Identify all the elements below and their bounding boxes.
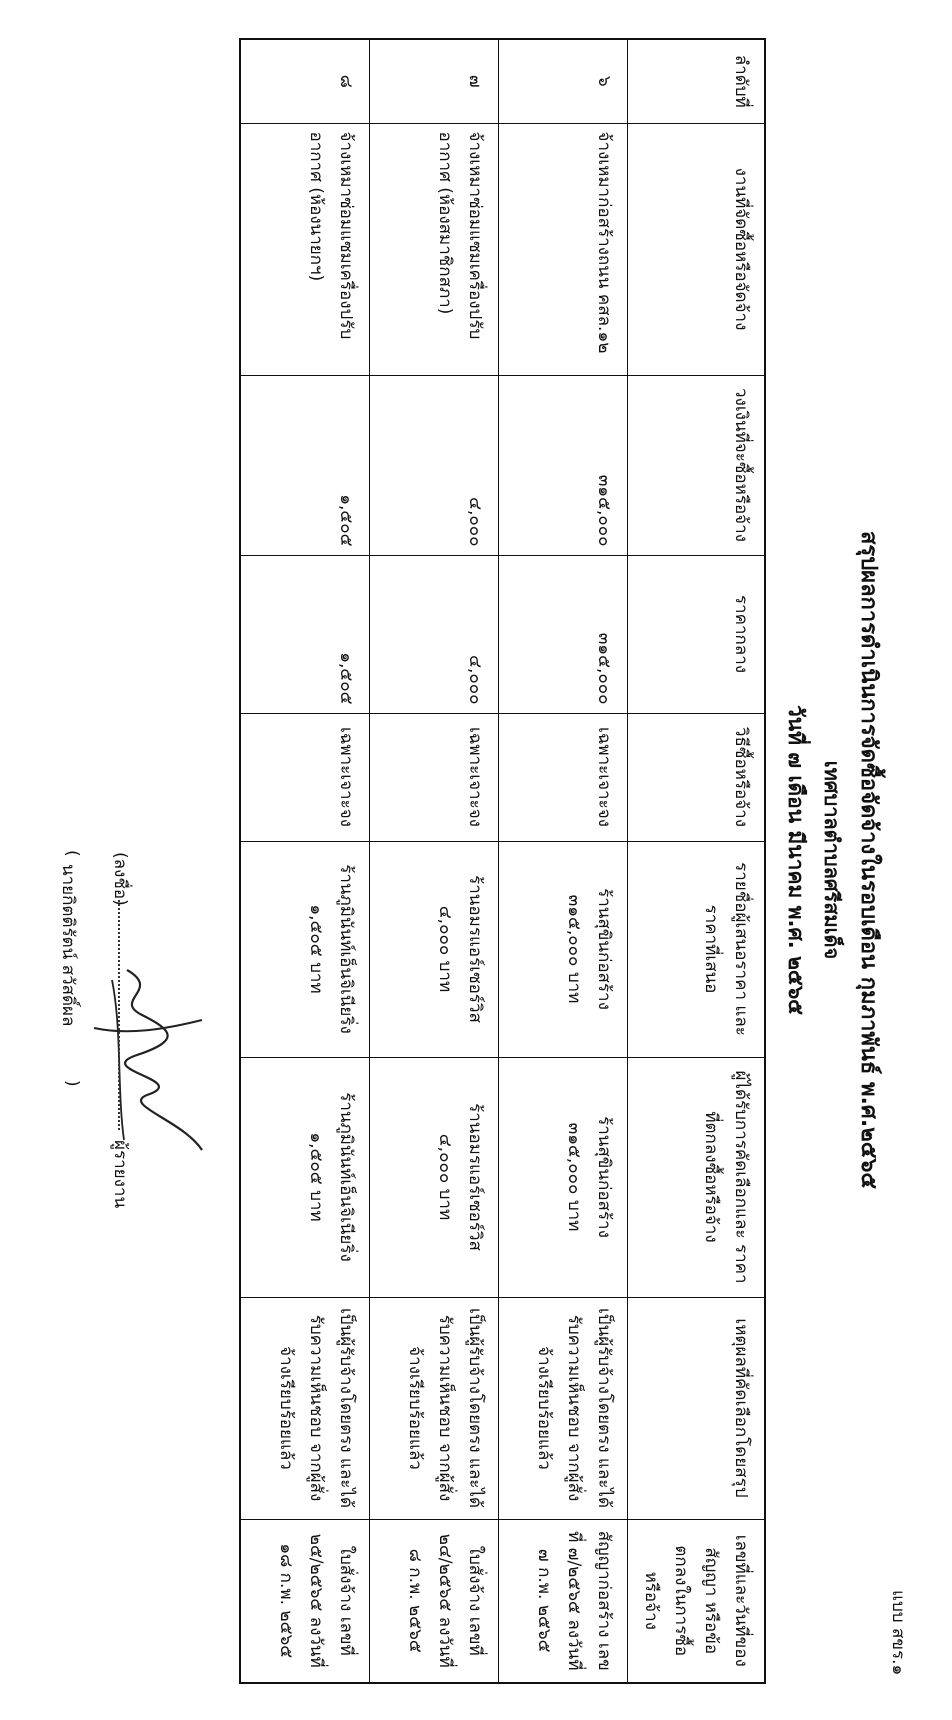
bidder-name: ร้านอมรแอร์เซอร์วิส — [465, 875, 485, 1023]
form-code: แบบ สขร.๑ — [888, 1590, 908, 1676]
table-row — [499, 39, 628, 1683]
document-title: สรุปผลการดำเนินการจัดซื้อจัดจ้างในรอบเดือน กุมภาพันธ์ พ.ศ.๒๕๖๕ — [856, 530, 881, 1190]
row-budget: ๑,๕๐๕ — [240, 375, 370, 555]
row-budget: ๔,๐๐๐ — [370, 375, 499, 555]
winner-name: ร้านสุขินก่อสร้าง — [594, 1116, 614, 1238]
signature-dotted-line — [118, 900, 120, 1130]
bidder-price: ๔,๐๐๐ บาท — [435, 905, 455, 993]
bidder-name: ร้านภูมินันท์เอ็นจิเนียริ่ง — [336, 864, 356, 1034]
table-row — [370, 39, 499, 1683]
row-contract: ใบสั่งจ้าง เลขที่ ๒๔/๒๕๖๕ ลงวันที่ ๘ ก.พ. ๒๕๖๕ — [370, 1519, 499, 1683]
row-median-price: ๔,๐๐๐ — [370, 555, 499, 713]
winner-price: ๑,๕๐๕ บาท — [306, 1132, 326, 1222]
row-reason: เป็นผู้รับจ้างโดยตรง และได้รับความเห็นชอบ จากผู้สั่งจ้างเรียบร้อยแล้ว — [499, 1297, 628, 1519]
winner-name: ร้านภูมินันท์เอ็นจิเนียริ่ง — [336, 1092, 356, 1262]
winner-price: ๔,๐๐๐ บาท — [435, 1133, 455, 1221]
row-winner — [240, 1057, 370, 1297]
row-median-price: ๑,๕๐๕ — [240, 555, 370, 713]
bidder-price: ๑,๕๐๕ บาท — [306, 904, 326, 994]
title-block — [778, 0, 886, 1720]
handwritten-signature — [92, 960, 222, 1160]
row-no: ๘ — [240, 39, 370, 123]
row-contract: ใบสั่งจ้าง เลขที่ ๒๕/๒๕๖๕ ลงวันที่ ๑๘ ก.พ. ๒๕๖๕ — [240, 1519, 370, 1683]
header-median-price: ราคากลาง — [628, 555, 766, 713]
header-method: วิธีซื้อหรือจ้าง — [628, 713, 766, 841]
header-item: งานที่จัดซื้อหรือจัดจ้าง — [628, 123, 766, 375]
row-winner — [370, 1057, 499, 1297]
winner-price: ๓๑๕,๐๐๐ บาท — [564, 1122, 584, 1232]
row-contract: สัญญาก่อสร้าง เลขที่ ๗/๒๕๖๕ ลงวันที่ ๗ ก.พ. ๒๕๖๕ — [499, 1519, 628, 1683]
row-bidders — [370, 841, 499, 1057]
row-budget: ๓๑๕,๐๐๐ — [499, 375, 628, 555]
row-method: เฉพาะเจาะจง — [240, 713, 370, 841]
row-method: เฉพาะเจาะจง — [499, 713, 628, 841]
row-method: เฉพาะเจาะจง — [370, 713, 499, 841]
row-item: จ้างเหมาซ่อมแซมเครื่องปรับ อากาศ (ห้องสมาชิกสภา) — [370, 123, 499, 375]
header-reason: เหตุผลที่คัดเลือกโดยสรุป — [628, 1297, 766, 1519]
row-reason: เป็นผู้รับจ้างโดยตรง และได้รับความเห็นชอบ จากผู้สั่งจ้างเรียบร้อยแล้ว — [370, 1297, 499, 1519]
signature-block — [12, 780, 182, 1340]
row-bidders — [240, 841, 370, 1057]
organization-name: เทศบาลตำบลศรีสมเด็จ — [820, 760, 844, 960]
header-bidders: รายชื่อผู้เสนอราคา และราคาที่เสนอ — [628, 841, 766, 1057]
close-paren: ) — [62, 1080, 82, 1087]
winner-name: ร้านอมรแอร์เซอร์วิส — [465, 1103, 485, 1251]
header-contract: เลขที่และวันที่ของสัญญา หรือข้อตกลงในการซื้อ หรือจ้าง — [628, 1519, 766, 1683]
row-reason: เป็นผู้รับจ้างโดยตรง และได้รับความเห็นชอบ จากผู้สั่งจ้างเรียบร้อยแล้ว — [240, 1297, 370, 1519]
header-no: ลำดับที่ — [628, 39, 766, 123]
open-paren: ( — [62, 850, 82, 857]
row-item: จ้างเหมาก่อสร้างถนน คสล.๑๒ — [499, 123, 628, 375]
row-winner — [499, 1057, 628, 1297]
table-row — [240, 39, 370, 1683]
row-bidders — [499, 841, 628, 1057]
header-winner: ผู้ได้รับการคัดเลือกและ ราคาที่ตกลงซื้อหรือจ้าง — [628, 1057, 766, 1297]
row-item: จ้างเหมาซ่อมแซมเครื่องปรับ อากาศ (ห้องนายกฯ) — [240, 123, 370, 375]
report-date: วันที่ ๗ เดือน มีนาคม พ.ศ. ๒๕๖๕ — [784, 704, 808, 1016]
sign-label: (ลงชื่อ) — [110, 852, 130, 906]
row-no: ๖ — [499, 39, 628, 123]
reporter-role: ผู้รายงาน — [110, 1140, 130, 1209]
table-header-row — [628, 39, 766, 1683]
procurement-table — [239, 38, 766, 1684]
bidder-price: ๓๑๕,๐๐๐ บาท — [564, 894, 584, 1004]
header-budget: วงเงินที่จะซื้อหรือจ้าง — [628, 375, 766, 555]
row-no: ๗ — [370, 39, 499, 123]
signer-name: นายกิตติรัตน์ สวัสดิ์ผล — [58, 864, 78, 1027]
row-median-price: ๓๑๕,๐๐๐ — [499, 555, 628, 713]
bidder-name: ร้านสุขินก่อสร้าง — [594, 888, 614, 1010]
